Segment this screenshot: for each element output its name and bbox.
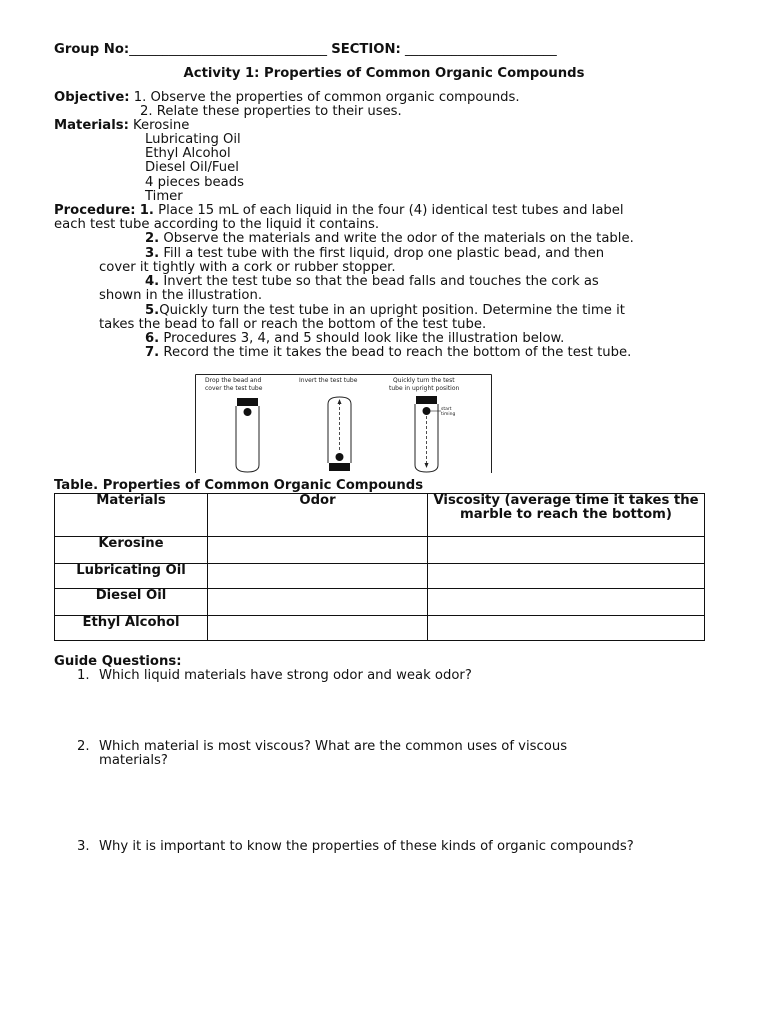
start-label-line1: start [441,407,452,412]
guide-label: Guide Questions: [54,654,182,669]
page-title: Activity 1: Properties of Common Organic Compounds [183,66,585,81]
step-text: Record the time it takes the bead to reach the bottom of the test tube. [159,345,632,360]
material-cell: Ethyl Alcohol [55,616,208,641]
material-item: 4 pieces beads [145,175,244,190]
objective-label: Objective: [54,90,130,105]
table-header-row [55,494,705,537]
caption-drop-line2: cover the test tube [205,385,263,392]
section-blank[interactable]: _______________________ [405,42,557,57]
objective-item: 1. Observe the properties of common organic compounds. [133,90,520,105]
step-text: takes the bead to fall or reach the bottom of the test tube. [99,317,487,332]
question-text: materials? [99,753,168,768]
viscosity-cell[interactable] [428,537,705,564]
cork-icon [237,398,258,406]
odor-cell[interactable] [208,537,428,564]
step-number: 4. [145,274,160,289]
material-item: Timer [145,189,183,204]
test-tube-2 [328,397,351,471]
column-header: Odor [208,494,428,537]
bead-icon [423,407,431,415]
question-text: Which material is most viscous? What are the common uses of viscous [99,739,568,754]
odor-cell[interactable] [208,564,428,589]
header-line [54,42,557,57]
procedure-step-2 [145,231,634,246]
odor-cell[interactable] [208,589,428,616]
question-number: 3. [77,839,90,854]
procedure-step-1 [54,203,624,218]
odor-cell[interactable] [208,616,428,641]
objective-item: 2. Relate these properties to their uses. [140,104,402,119]
step-text: Quickly turn the test tube in an upright position. Determine the time it [159,303,625,318]
step-number: 5. [145,303,160,318]
materials-label: Materials: [54,118,129,133]
material-item: Lubricating Oil [145,132,241,147]
cork-icon [416,396,437,404]
step-number: 2. [145,231,160,246]
step-number: 1. [139,203,154,218]
material-item: Diesel Oil/Fuel [145,160,239,175]
procedure-step-6 [145,331,564,346]
step-text: Place 15 mL of each liquid in the four (4) identical test tubes and label [158,203,624,218]
cork-icon [329,463,350,471]
caption-turn-line2: tube in upright position [389,385,460,392]
material-item: Kerosine [133,118,190,133]
table-row [55,589,705,616]
question-3 [77,839,90,854]
caption-turn-line1: Quickly turn the test [393,377,455,384]
step-text: shown in the illustration. [99,288,263,303]
viscosity-cell[interactable] [428,589,705,616]
table-row [55,616,705,641]
viscosity-cell[interactable] [428,616,705,641]
column-header: Materials [55,494,208,537]
procedure-step-4 [145,274,599,289]
material-item: Ethyl Alcohol [145,146,231,161]
column-header: Viscosity (average time it takes the marble to reach the bottom) [428,494,705,537]
procedure-label: Procedure: [54,203,136,218]
step-text: cover it tightly with a cork or rubber stopper. [99,260,396,275]
group-label: Group No: [54,42,130,57]
question-2 [77,739,90,754]
caption-invert: Invert the test tube [299,377,358,384]
question-1 [77,668,90,683]
test-tube-illustration [195,374,492,473]
step-text: each test tube according to the liquid it contains. [54,217,380,232]
test-tube-3 [415,396,441,472]
step-number: 3. [145,246,160,261]
step-text: Observe the materials and write the odor of the materials on the table. [159,231,634,246]
material-cell: Kerosine [55,537,208,564]
step-text: Fill a test tube with the first liquid, drop one plastic bead, and then [159,246,605,261]
question-number: 2. [77,739,90,754]
bead-icon [244,408,252,416]
table-row [55,537,705,564]
question-text: Why it is important to know the properties of these kinds of organic compounds? [99,839,634,854]
bead-icon [336,453,344,461]
step-text: Invert the test tube so that the bead falls and touches the cork as [159,274,599,289]
caption-drop-line1: Drop the bead and [205,377,262,384]
procedure-step-5 [145,303,625,318]
viscosity-cell[interactable] [428,564,705,589]
step-number: 6. [145,331,160,346]
step-text: Procedures 3, 4, and 5 should look like the illustration below. [159,331,565,346]
step-number: 7. [145,345,160,360]
properties-table [54,493,705,641]
section-label: SECTION: [331,42,401,57]
procedure-step-7 [145,345,631,360]
materials-line-1 [54,118,189,133]
material-cell: Diesel Oil [55,589,208,616]
table-caption: Table. Properties of Common Organic Compounds [54,478,424,493]
question-text: Which liquid materials have strong odor and weak odor? [99,668,472,683]
material-cell: Lubricating Oil [55,564,208,589]
question-number: 1. [77,668,90,683]
test-tube-1 [236,398,259,472]
objective-line-1 [54,90,520,105]
procedure-step-3 [145,246,604,261]
table-row [55,564,705,589]
start-label-line2: timing [441,412,456,417]
group-blank[interactable]: ______________________________ [129,42,327,57]
